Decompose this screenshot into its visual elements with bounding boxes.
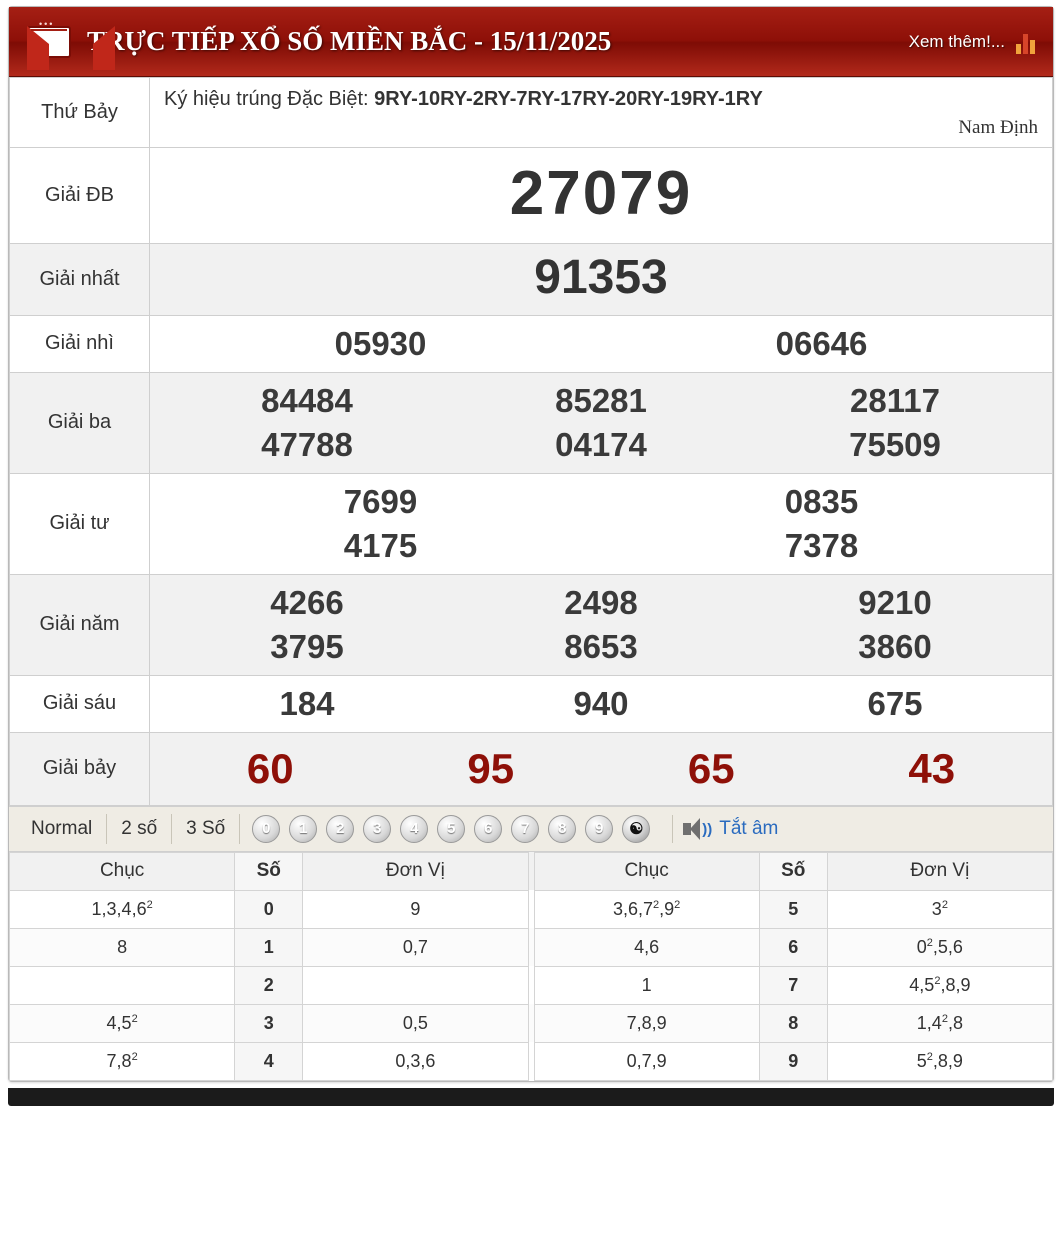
mute-button[interactable] bbox=[683, 818, 778, 840]
stats-so-left: 4 bbox=[235, 1042, 303, 1080]
stats-header-donvi-right: Đơn Vị bbox=[827, 852, 1052, 890]
prize-number: 75509 bbox=[849, 425, 941, 463]
yin-yang-icon[interactable]: ☯ bbox=[622, 815, 650, 843]
prize-number: 940 bbox=[573, 684, 629, 722]
digit-filter-1[interactable]: 1 bbox=[289, 815, 317, 843]
stats-donvi-left: 0,3,6 bbox=[303, 1042, 528, 1080]
toolbar-divider bbox=[672, 815, 673, 843]
prize-numbers-third bbox=[150, 372, 1053, 473]
digit-filter-5[interactable]: 5 bbox=[437, 815, 465, 843]
prize-number: 84484 bbox=[261, 381, 353, 419]
prize-number: 0835 bbox=[784, 482, 859, 520]
see-more-link[interactable]: Xem thêm!... bbox=[908, 31, 1005, 51]
table-row bbox=[10, 1004, 1053, 1042]
province-label: Nam Định bbox=[958, 117, 1038, 138]
prize-number: 04174 bbox=[555, 425, 647, 463]
prize-label-third: Giải ba bbox=[10, 372, 150, 473]
prize-row-fourth bbox=[10, 473, 1053, 574]
prize-number: 47788 bbox=[261, 425, 353, 463]
stats-donvi-left: 0,7 bbox=[303, 928, 528, 966]
table-row bbox=[10, 966, 1053, 1004]
mode-2so-button[interactable]: 2 số bbox=[107, 814, 172, 844]
stats-chuc-right: $3,6,7^2,9^2$ bbox=[534, 890, 759, 928]
stats-chuc-left: $4,5^2$ bbox=[10, 1004, 235, 1042]
stats-chuc-left: 1,3,4,6$^2$ bbox=[10, 890, 235, 928]
filter-toolbar bbox=[9, 806, 1053, 852]
prize-row-first bbox=[10, 243, 1053, 315]
prize-number: 65 bbox=[687, 744, 735, 792]
stats-so-right: 6 bbox=[759, 928, 827, 966]
stats-chuc-right: 7,8,9 bbox=[534, 1004, 759, 1042]
prize-row-third bbox=[10, 372, 1053, 473]
prize-number: 05930 bbox=[334, 324, 427, 362]
stats-header-chuc-left: Chục bbox=[10, 852, 235, 890]
kyhieu-value: 9RY-10RY-2RY-7RY-17RY-20RY-19RY-1RY bbox=[374, 88, 763, 110]
digit-filter-6[interactable]: 6 bbox=[474, 815, 502, 843]
prize-number: 4175 bbox=[343, 526, 418, 564]
stats-donvi-right: $1,4^2,8$ bbox=[827, 1004, 1052, 1042]
prize-label-first: Giải nhất bbox=[10, 243, 150, 315]
prize-label-db: Giải ĐB bbox=[10, 147, 150, 243]
stats-chuc-right: 4,6 bbox=[534, 928, 759, 966]
prize-row-fifth bbox=[10, 574, 1053, 675]
stats-donvi-right: $3^2$ bbox=[827, 890, 1052, 928]
speaker-icon: )) bbox=[683, 818, 713, 840]
prize-number: 184 bbox=[279, 684, 335, 722]
prize-number: 7699 bbox=[343, 482, 418, 520]
stats-header-donvi-left: Đơn Vị bbox=[303, 852, 528, 890]
header-info-row bbox=[10, 78, 1053, 148]
stats-donvi-right: $5^2,8,9$ bbox=[827, 1042, 1052, 1080]
prize-label-seventh: Giải bảy bbox=[10, 732, 150, 805]
table-row bbox=[10, 928, 1053, 966]
mail-icon: ••• bbox=[27, 26, 71, 58]
prize-row-seventh bbox=[10, 732, 1053, 805]
prize-row-sixth bbox=[10, 675, 1053, 732]
stats-header-row bbox=[10, 852, 1053, 890]
prize-number-db: 27079 bbox=[150, 147, 1053, 243]
bar-chart-icon[interactable] bbox=[1015, 30, 1039, 54]
prize-number: 8653 bbox=[564, 627, 638, 665]
stats-donvi-left bbox=[303, 966, 528, 1004]
page-title: TRỰC TIẾP XỔ SỐ MIỀN BẮC - 15/11/2025 bbox=[87, 26, 612, 56]
digit-filter-9[interactable]: 9 bbox=[585, 815, 613, 843]
digit-filter-group bbox=[240, 815, 662, 843]
prize-numbers-seventh bbox=[150, 732, 1053, 805]
prize-number: 3795 bbox=[270, 627, 344, 665]
stats-so-right: 9 bbox=[759, 1042, 827, 1080]
prize-number: 43 bbox=[908, 744, 956, 792]
stats-so-left: 2 bbox=[235, 966, 303, 1004]
prize-number: 60 bbox=[246, 744, 294, 792]
bottom-bar bbox=[8, 1088, 1054, 1106]
prize-number: 95 bbox=[467, 744, 515, 792]
prize-number: 9210 bbox=[858, 583, 932, 621]
prize-number: 06646 bbox=[775, 324, 868, 362]
weekday-label: Thứ Bảy bbox=[10, 78, 150, 148]
stats-chuc-left: $7,8^2$ bbox=[10, 1042, 235, 1080]
mode-3so-button[interactable]: 3 Số bbox=[172, 814, 240, 844]
digit-filter-8[interactable]: 8 bbox=[548, 815, 576, 843]
stats-so-left: 1 bbox=[235, 928, 303, 966]
stats-chuc-left bbox=[10, 966, 235, 1004]
prize-numbers-sixth bbox=[150, 675, 1053, 732]
table-row bbox=[10, 890, 1053, 928]
stats-so-right: 7 bbox=[759, 966, 827, 1004]
digit-filter-4[interactable]: 4 bbox=[400, 815, 428, 843]
prize-label-sixth: Giải sáu bbox=[10, 675, 150, 732]
kyhieu-label: Ký hiệu trúng Đặc Biệt: bbox=[164, 88, 369, 110]
stats-chuc-left: 8 bbox=[10, 928, 235, 966]
stats-chuc-right: 0,7,9 bbox=[534, 1042, 759, 1080]
titlebar-right bbox=[909, 30, 1039, 54]
stats-donvi-left: 0,5 bbox=[303, 1004, 528, 1042]
prize-number: 2498 bbox=[564, 583, 638, 621]
stats-donvi-left: 9 bbox=[303, 890, 528, 928]
window-titlebar bbox=[9, 7, 1053, 77]
prize-row-db bbox=[10, 147, 1053, 243]
digit-filter-3[interactable]: 3 bbox=[363, 815, 391, 843]
stats-donvi-right: $4,5^2,8,9$ bbox=[827, 966, 1052, 1004]
stats-chuc-right: 1 bbox=[534, 966, 759, 1004]
lottery-window bbox=[8, 6, 1054, 1082]
prize-label-fifth: Giải năm bbox=[10, 574, 150, 675]
prize-number: 675 bbox=[867, 684, 923, 722]
prize-numbers-fifth bbox=[150, 574, 1053, 675]
stats-donvi-right: $0^2,5,6$ bbox=[827, 928, 1052, 966]
table-row bbox=[10, 1042, 1053, 1080]
prize-label-fourth: Giải tư bbox=[10, 473, 150, 574]
stats-header-so-left: Số bbox=[235, 852, 303, 890]
prize-number: 4266 bbox=[270, 583, 344, 621]
prize-numbers-fourth bbox=[150, 473, 1053, 574]
mode-normal-button[interactable]: Normal bbox=[17, 814, 107, 844]
prize-numbers-second bbox=[150, 315, 1053, 372]
kyhieu-cell bbox=[150, 78, 1053, 148]
digit-filter-7[interactable]: 7 bbox=[511, 815, 539, 843]
mute-label: Tắt âm bbox=[719, 817, 779, 839]
stats-so-left: 0 bbox=[235, 890, 303, 928]
results-table bbox=[9, 77, 1053, 806]
stats-so-right: 5 bbox=[759, 890, 827, 928]
head-tail-stats-table bbox=[9, 852, 1053, 1081]
prize-number-first: 91353 bbox=[150, 243, 1053, 315]
digit-filter-0[interactable]: 0 bbox=[252, 815, 280, 843]
stats-header-so-right: Số bbox=[759, 852, 827, 890]
stats-header-chuc-right: Chục bbox=[534, 852, 759, 890]
prize-number: 3860 bbox=[858, 627, 932, 665]
stats-so-right: 8 bbox=[759, 1004, 827, 1042]
prize-number: 7378 bbox=[784, 526, 859, 564]
prize-row-second bbox=[10, 315, 1053, 372]
stats-so-left: 3 bbox=[235, 1004, 303, 1042]
prize-number: 85281 bbox=[555, 381, 647, 419]
digit-filter-2[interactable]: 2 bbox=[326, 815, 354, 843]
prize-label-second: Giải nhì bbox=[10, 315, 150, 372]
prize-number: 28117 bbox=[850, 381, 940, 419]
